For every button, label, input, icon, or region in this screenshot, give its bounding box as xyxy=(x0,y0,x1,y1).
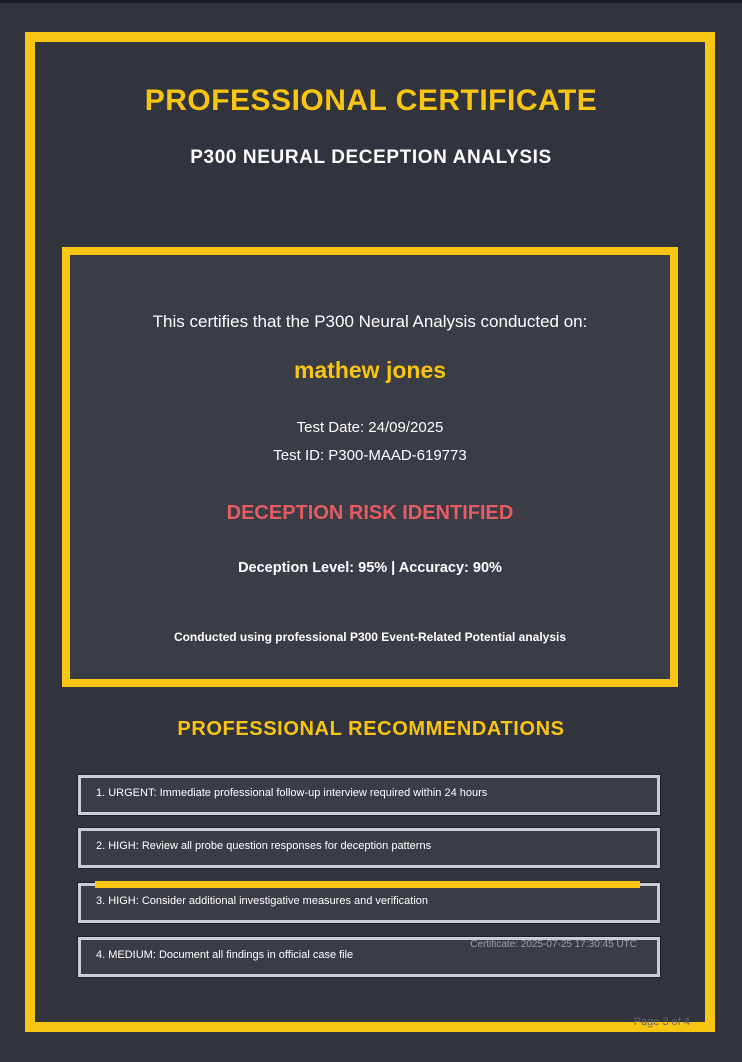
recommendation-text: 2. HIGH: Review all probe question responses for deception patterns xyxy=(96,840,432,852)
page-title: PROFESSIONAL CERTIFICATE xyxy=(144,84,598,117)
test-date: Test Date: 24/09/2025 xyxy=(296,419,444,436)
recommendation-text: 1. URGENT: Immediate professional follow-up interview required within 24 hours xyxy=(96,787,488,799)
result-metrics: Deception Level: 95% | Accuracy: 90% xyxy=(238,560,502,576)
certify-statement: This certifies that the P300 Neural Analysis conducted on: xyxy=(152,312,588,331)
recommendation-item-2 xyxy=(78,828,660,868)
top-edge-shadow xyxy=(0,0,742,3)
method-note: Conducted using professional P300 Event-Related Potential analysis xyxy=(173,630,567,644)
test-id: Test ID: P300-MAAD-619773 xyxy=(273,447,467,464)
certificate-panel xyxy=(62,247,678,687)
recommendations-heading: PROFESSIONAL RECOMMENDATIONS xyxy=(177,718,565,740)
recommendation-text: 3. HIGH: Consider additional investigative measures and verification xyxy=(96,895,428,907)
result-heading: DECEPTION RISK IDENTIFIED xyxy=(226,502,514,524)
gold-highlight-stripe xyxy=(95,881,640,888)
certificate-timestamp: Certificate: 2025-07-25 17:30:45 UTC xyxy=(470,939,637,950)
subject-name: mathew jones xyxy=(293,357,447,383)
recommendation-item-3 xyxy=(78,883,660,923)
page-subtitle: P300 NEURAL DECEPTION ANALYSIS xyxy=(190,147,552,168)
recommendation-item-1 xyxy=(78,775,660,815)
page-number: Page 3 of 4 xyxy=(633,1016,690,1028)
recommendation-text: 4. MEDIUM: Document all findings in official case file xyxy=(96,949,354,961)
